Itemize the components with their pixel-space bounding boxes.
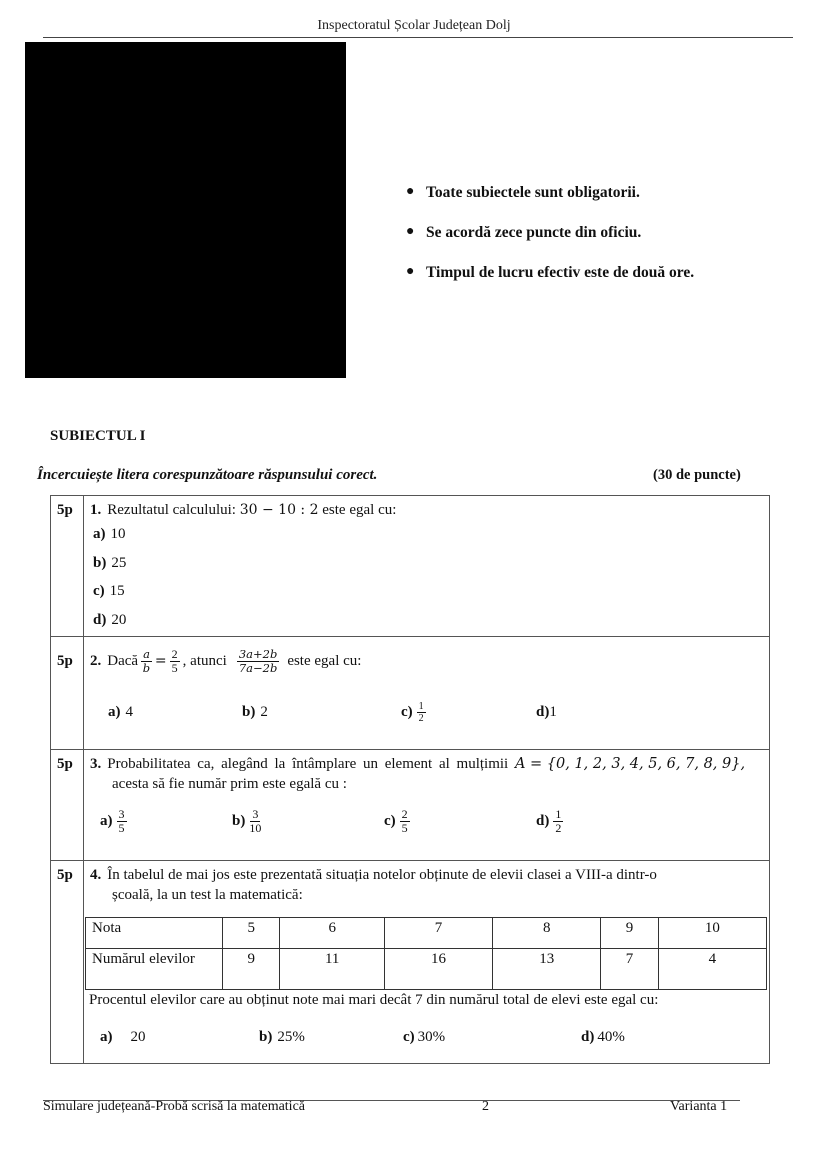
questions-table — [50, 495, 770, 1064]
option-c[interactable]: c) 15 — [93, 583, 125, 599]
question-body: 2. Dacă $\frac{a}{b}$ = $\frac{2}{5}$ , atunci $\frac{3a+2b}{7a-2b}$ este egal cu: a) 4 b) 2 c) $\frac{1}{2}$ d) 1 — [90, 646, 557, 724]
fraction-2-over-5: $\frac{2}{5}$ — [171, 646, 178, 675]
rule-item: ● Toate subiectele sunt obligatorii. — [406, 184, 640, 201]
footer-exam-name: Simulare județeană-Probă scrisă la matematică — [43, 1099, 306, 1114]
option-d[interactable]: d) 20 — [93, 611, 127, 628]
grades-row-nota: Nota 5 6 7 8 9 10 — [86, 918, 767, 949]
grades-row-count: Numărul elevilor 9 11 16 13 7 4 — [86, 949, 767, 990]
question-row-3 — [51, 749, 769, 860]
footer-page-number: 2 — [482, 1099, 489, 1114]
question-score: 5p — [51, 750, 84, 860]
bullet-icon: ● — [406, 224, 415, 239]
option-b[interactable]: b) 25 — [93, 554, 127, 571]
set-expression: A = {0, 1, 2, 3, 4, 5, 6, 7, 8, 9}, — [514, 756, 746, 772]
option-d[interactable]: d) $\frac{1}{2}$ — [536, 807, 562, 835]
question-prompt: Procentul elevilor care au obținut note mai mari decât 7 din numărul total de elevi este egal cu: — [89, 992, 659, 1008]
redacted-block — [25, 42, 346, 378]
subject-points: (30 de puncte) — [653, 467, 741, 483]
question-score: 5p — [51, 496, 84, 636]
question-score: 5p — [51, 861, 84, 1063]
rule-item: ● Timpul de lucru efectiv este de două ore. — [406, 264, 695, 281]
header-title: Inspectoratul Școlar Județean Dolj — [317, 18, 511, 33]
subject-instruction: Încercuiește litera corespunzătoare răspunsului corect. — [37, 467, 378, 483]
bullet-icon: ● — [406, 184, 415, 199]
exam-rules-list — [406, 184, 694, 304]
fraction-a-over-b: $\frac{a}{b}$ — [142, 646, 151, 675]
option-c[interactable]: c) 30% — [403, 1029, 446, 1045]
option-a[interactable]: a) 20 — [100, 1029, 146, 1045]
option-d[interactable]: d) 1 — [536, 704, 557, 720]
question-body: 4. În tabelul de mai jos este prezentată situația notelor obținute de elevii clasei a VIII-a dintr-o școală, la un test la matematică: Nota 5 6 7 8 9 10 Numărul elevilor 9 11 16 13 7 4 Procentul elevilor care au obținut note mai mari decât 7 din numărul total de elevi este egal cu: a) 20 b) 25% c) 30% d) 40% — [84, 861, 769, 1063]
grades-table — [85, 917, 767, 990]
option-c[interactable]: c) $\frac{1}{2}$ — [401, 701, 424, 724]
option-b[interactable]: b) 2 — [242, 704, 268, 720]
question-score: 5p — [51, 637, 84, 749]
option-b[interactable]: b) $\frac{3}{10}$ — [232, 807, 262, 835]
expression: 30 − 10 : 2 — [239, 502, 319, 518]
question-body: 3. Probabilitatea ca, alegând la întâmplare un element al mulțimii A = {0, 1, 2, 3, 4, 5, 6, 7, 8, 9}, acesta să fie număr prim este egală cu : a) $\frac{3}{5}$ b) $\frac{3}{10}$ c) $\frac{2}{5}$ d) $\frac{1}{2}$ — [90, 756, 746, 835]
bullet-icon: ● — [406, 264, 415, 279]
option-a[interactable]: a) 4 — [108, 704, 133, 720]
footer-variant: Varianta 1 — [670, 1099, 728, 1114]
option-a[interactable]: a) 10 — [93, 526, 126, 542]
rule-item: ● Se acordă zece puncte din oficiu. — [406, 224, 642, 241]
question-row-2 — [51, 636, 769, 749]
question-row-4 — [51, 860, 769, 1063]
option-b[interactable]: b) 25% — [259, 1029, 305, 1045]
option-d[interactable]: d) 40% — [581, 1029, 625, 1045]
fraction-expression: $\frac{3a+2b}{7a-2b}$ — [238, 646, 278, 675]
question-body: 1. Rezultatul calculului: 30 − 10 : 2 este egal cu: a) 10 b) 25 c) 15 d) 20 — [84, 496, 769, 636]
option-a[interactable]: a) $\frac{3}{5}$ — [100, 807, 125, 835]
header-divider — [43, 37, 793, 38]
option-c[interactable]: c) $\frac{2}{5}$ — [384, 807, 408, 835]
subject-title: SUBIECTUL I — [50, 428, 146, 444]
question-row-1 — [51, 496, 769, 636]
